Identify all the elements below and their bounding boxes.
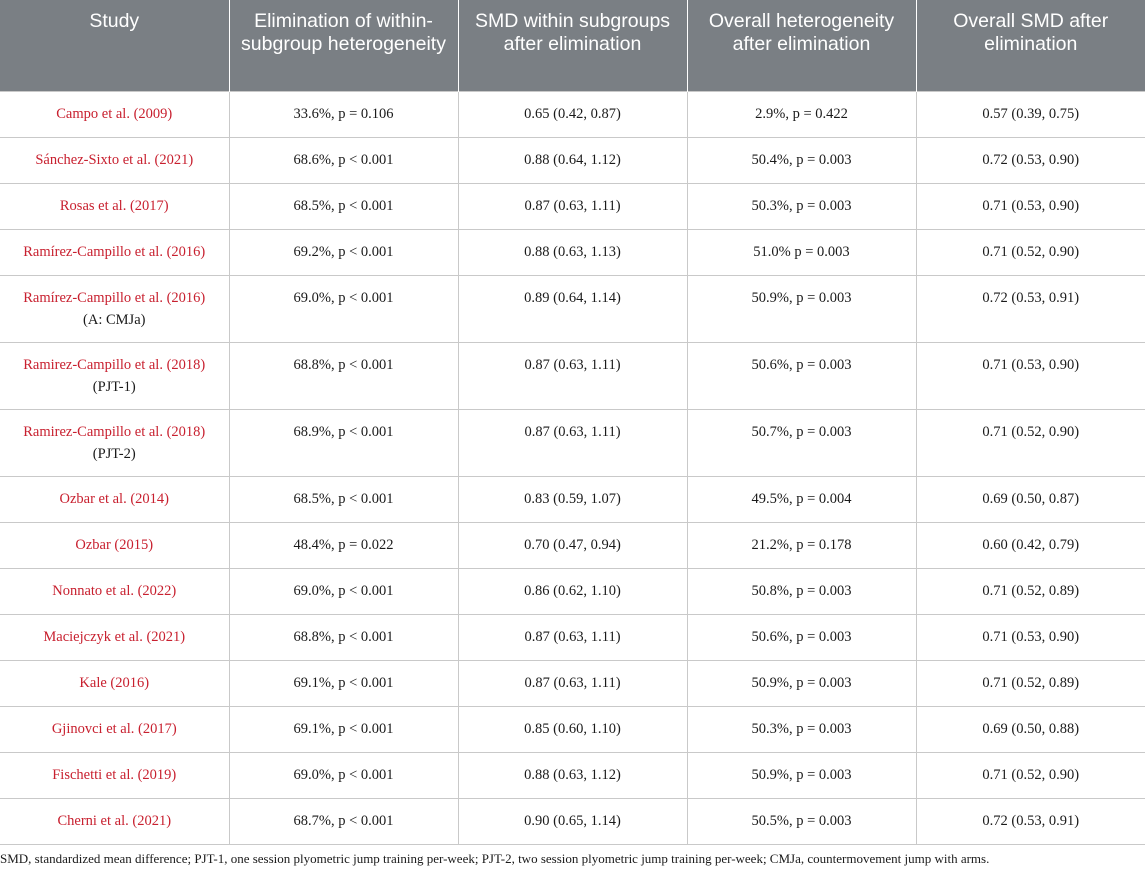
overall-smd-cell: 0.71 (0.52, 0.89) — [916, 568, 1145, 614]
study-link[interactable]: Ramírez-Campillo et al. (2016) — [23, 244, 206, 260]
study-link[interactable]: Rosas et al. (2017) — [59, 198, 169, 214]
study-link[interactable]: Ramirez-Campillo et al. (2018) — [23, 423, 206, 440]
smd-within-subgroups-cell: 0.87 (0.63, 1.11) — [458, 183, 687, 229]
elimination-heterogeneity-cell: 48.4%, p = 0.022 — [229, 522, 458, 568]
elimination-heterogeneity-cell: 68.5%, p < 0.001 — [229, 183, 458, 229]
study-cell — [0, 229, 229, 275]
overall-smd-cell: 0.71 (0.53, 0.90) — [916, 614, 1145, 660]
study-link[interactable]: Nonnato et al. (2022) — [52, 583, 177, 599]
table-row — [0, 660, 1145, 706]
header-smd-within-subgroups: SMD within subgroups after elimination — [458, 0, 687, 91]
elimination-heterogeneity-cell: 69.1%, p < 0.001 — [229, 706, 458, 752]
header-elimination-heterogeneity: Elimination of within-subgroup heterogeneity — [229, 0, 458, 91]
table-row — [0, 409, 1145, 476]
study-cell — [0, 798, 229, 844]
smd-within-subgroups-cell: 0.89 (0.64, 1.14) — [458, 275, 687, 342]
study-cell — [0, 522, 229, 568]
header-study: Study — [0, 0, 229, 91]
table-row — [0, 522, 1145, 568]
elimination-heterogeneity-cell: 68.5%, p < 0.001 — [229, 476, 458, 522]
table-row — [0, 275, 1145, 342]
overall-heterogeneity-cell: 50.9%, p = 0.003 — [687, 660, 916, 706]
overall-heterogeneity-cell: 50.9%, p = 0.003 — [687, 275, 916, 342]
overall-smd-cell: 0.71 (0.53, 0.90) — [916, 342, 1145, 409]
table-header-row — [0, 0, 1145, 91]
smd-within-subgroups-cell: 0.87 (0.63, 1.11) — [458, 660, 687, 706]
study-cell — [0, 568, 229, 614]
smd-within-subgroups-cell: 0.88 (0.63, 1.12) — [458, 752, 687, 798]
study-cell — [0, 706, 229, 752]
table-row — [0, 229, 1145, 275]
overall-smd-cell: 0.57 (0.39, 0.75) — [916, 91, 1145, 137]
elimination-heterogeneity-cell: 68.8%, p < 0.001 — [229, 614, 458, 660]
study-link[interactable]: Ramírez-Campillo et al. (2016) — [23, 289, 206, 306]
study-subgroup-label: (PJT-1) — [92, 378, 136, 395]
study-cell — [0, 137, 229, 183]
study-cell — [0, 752, 229, 798]
smd-within-subgroups-cell: 0.87 (0.63, 1.11) — [458, 342, 687, 409]
overall-smd-cell: 0.60 (0.42, 0.79) — [916, 522, 1145, 568]
table-footnote: SMD, standardized mean difference; PJT-1, one session plyometric jump training per-week; PJT-2, two session plyometric jump training per-week; CMJa, countermovement jump with arms. — [0, 851, 990, 866]
header-overall-heterogeneity: Overall heterogeneity after elimination — [687, 0, 916, 91]
table-row — [0, 706, 1145, 752]
overall-smd-cell: 0.71 (0.52, 0.90) — [916, 752, 1145, 798]
smd-within-subgroups-cell: 0.83 (0.59, 1.07) — [458, 476, 687, 522]
elimination-heterogeneity-cell: 68.8%, p < 0.001 — [229, 342, 458, 409]
elimination-heterogeneity-cell: 69.0%, p < 0.001 — [229, 752, 458, 798]
overall-heterogeneity-cell: 50.3%, p = 0.003 — [687, 706, 916, 752]
overall-heterogeneity-cell: 50.8%, p = 0.003 — [687, 568, 916, 614]
overall-smd-cell: 0.71 (0.52, 0.90) — [916, 229, 1145, 275]
elimination-heterogeneity-cell: 69.0%, p < 0.001 — [229, 568, 458, 614]
overall-heterogeneity-cell: 50.9%, p = 0.003 — [687, 752, 916, 798]
smd-within-subgroups-cell: 0.65 (0.42, 0.87) — [458, 91, 687, 137]
header-overall-smd: Overall SMD after elimination — [916, 0, 1145, 91]
overall-heterogeneity-cell: 50.7%, p = 0.003 — [687, 409, 916, 476]
study-link[interactable]: Kale (2016) — [79, 675, 150, 691]
smd-within-subgroups-cell: 0.88 (0.63, 1.13) — [458, 229, 687, 275]
overall-heterogeneity-cell: 50.5%, p = 0.003 — [687, 798, 916, 844]
overall-heterogeneity-cell: 50.4%, p = 0.003 — [687, 137, 916, 183]
overall-heterogeneity-cell: 50.6%, p = 0.003 — [687, 614, 916, 660]
table-body — [0, 91, 1145, 844]
elimination-heterogeneity-cell: 68.9%, p < 0.001 — [229, 409, 458, 476]
study-cell — [0, 183, 229, 229]
study-link[interactable]: Ozbar et al. (2014) — [59, 491, 169, 507]
study-link[interactable]: Campo et al. (2009) — [56, 106, 173, 122]
elimination-heterogeneity-cell: 69.2%, p < 0.001 — [229, 229, 458, 275]
elimination-heterogeneity-cell: 68.6%, p < 0.001 — [229, 137, 458, 183]
table-row — [0, 476, 1145, 522]
smd-within-subgroups-cell: 0.87 (0.63, 1.11) — [458, 409, 687, 476]
study-cell — [0, 614, 229, 660]
study-link[interactable]: Ramirez-Campillo et al. (2018) — [23, 356, 206, 373]
overall-smd-cell: 0.72 (0.53, 0.91) — [916, 798, 1145, 844]
overall-smd-cell: 0.71 (0.53, 0.90) — [916, 183, 1145, 229]
study-subgroup-label: (PJT-2) — [92, 445, 136, 462]
table-row — [0, 568, 1145, 614]
elimination-heterogeneity-cell: 69.0%, p < 0.001 — [229, 275, 458, 342]
study-link[interactable]: Maciejczyk et al. (2021) — [43, 629, 186, 645]
smd-within-subgroups-cell: 0.86 (0.62, 1.10) — [458, 568, 687, 614]
study-link[interactable]: Ozbar (2015) — [75, 537, 154, 553]
table-row — [0, 798, 1145, 844]
study-cell — [0, 476, 229, 522]
overall-smd-cell: 0.71 (0.52, 0.90) — [916, 409, 1145, 476]
study-cell — [0, 275, 229, 342]
overall-smd-cell: 0.69 (0.50, 0.87) — [916, 476, 1145, 522]
overall-smd-cell: 0.72 (0.53, 0.91) — [916, 275, 1145, 342]
smd-within-subgroups-cell: 0.88 (0.64, 1.12) — [458, 137, 687, 183]
table-row — [0, 183, 1145, 229]
overall-heterogeneity-cell: 21.2%, p = 0.178 — [687, 522, 916, 568]
study-link[interactable]: Sánchez-Sixto et al. (2021) — [35, 152, 194, 168]
elimination-heterogeneity-cell: 33.6%, p = 0.106 — [229, 91, 458, 137]
smd-within-subgroups-cell: 0.90 (0.65, 1.14) — [458, 798, 687, 844]
overall-heterogeneity-cell: 49.5%, p = 0.004 — [687, 476, 916, 522]
overall-heterogeneity-cell: 50.3%, p = 0.003 — [687, 183, 916, 229]
table-row — [0, 137, 1145, 183]
overall-heterogeneity-cell: 2.9%, p = 0.422 — [687, 91, 916, 137]
study-link[interactable]: Gjinovci et al. (2017) — [51, 721, 177, 737]
study-cell — [0, 660, 229, 706]
table-row — [0, 342, 1145, 409]
table-row — [0, 614, 1145, 660]
overall-heterogeneity-cell: 51.0% p = 0.003 — [687, 229, 916, 275]
table-row — [0, 752, 1145, 798]
elimination-heterogeneity-cell: 68.7%, p < 0.001 — [229, 798, 458, 844]
overall-smd-cell: 0.71 (0.52, 0.89) — [916, 660, 1145, 706]
study-cell — [0, 409, 229, 476]
study-link[interactable]: Cherni et al. (2021) — [57, 813, 172, 829]
study-cell — [0, 342, 229, 409]
overall-smd-cell: 0.72 (0.53, 0.90) — [916, 137, 1145, 183]
smd-within-subgroups-cell: 0.70 (0.47, 0.94) — [458, 522, 687, 568]
overall-heterogeneity-cell: 50.6%, p = 0.003 — [687, 342, 916, 409]
study-link[interactable]: Fischetti et al. (2019) — [52, 767, 177, 783]
table-row — [0, 91, 1145, 137]
study-cell — [0, 91, 229, 137]
elimination-heterogeneity-cell: 69.1%, p < 0.001 — [229, 660, 458, 706]
overall-smd-cell: 0.69 (0.50, 0.88) — [916, 706, 1145, 752]
smd-within-subgroups-cell: 0.85 (0.60, 1.10) — [458, 706, 687, 752]
study-subgroup-label: (A: CMJa) — [83, 311, 146, 328]
smd-within-subgroups-cell: 0.87 (0.63, 1.11) — [458, 614, 687, 660]
